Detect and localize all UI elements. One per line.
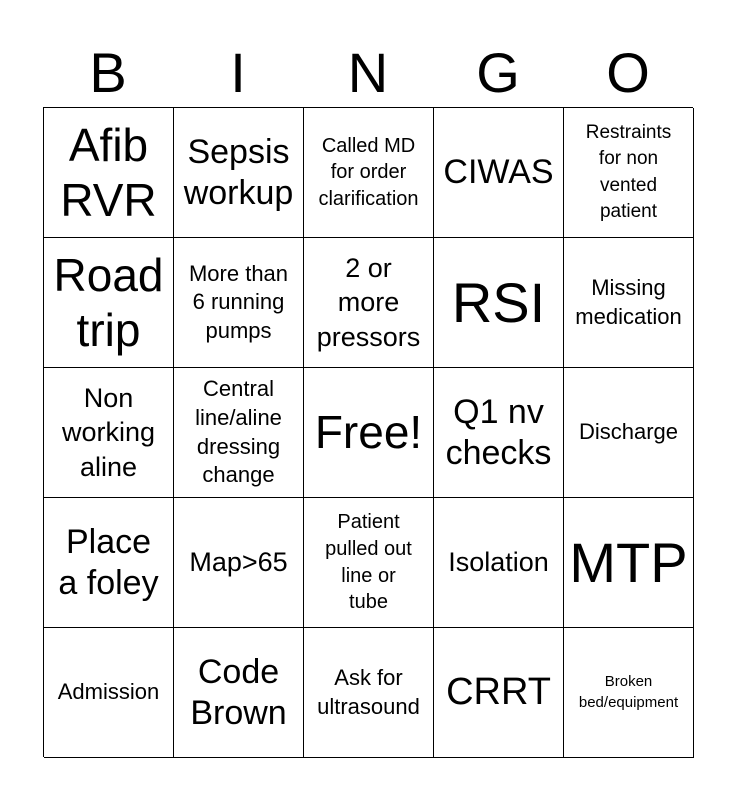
free-space[interactable]: Free! [304,368,434,498]
bingo-cell[interactable]: Central line/aline dressing change [174,368,304,498]
bingo-cell[interactable]: Discharge [564,368,694,498]
bingo-cell[interactable]: Map>65 [174,498,304,628]
bingo-cell[interactable]: Place a foley [44,498,174,628]
bingo-cell[interactable]: Q1 nv checks [434,368,564,498]
bingo-cell[interactable]: Isolation [434,498,564,628]
bingo-cell[interactable]: Code Brown [174,628,304,758]
header-letter-g: G [476,41,520,104]
bingo-cell[interactable]: Broken bed/equipment [564,628,694,758]
bingo-board [43,107,693,757]
bingo-cell[interactable]: CIWAS [434,108,564,238]
bingo-cell[interactable]: Non working aline [44,368,174,498]
bingo-cell[interactable]: Restraints for non vented patient [564,108,694,238]
bingo-cell[interactable]: Sepsis workup [174,108,304,238]
bingo-cell[interactable]: 2 or more pressors [304,238,434,368]
bingo-cell[interactable]: Patient pulled out line or tube [304,498,434,628]
bingo-cell[interactable]: Ask for ultrasound [304,628,434,758]
bingo-cell[interactable]: Missing medication [564,238,694,368]
header-letter-n: N [347,41,389,104]
bingo-cell[interactable]: Admission [44,628,174,758]
bingo-header [43,40,693,106]
bingo-cell[interactable]: Road trip [44,238,174,368]
bingo-cell[interactable]: Afib RVR [44,108,174,238]
bingo-cell[interactable]: Called MD for order clarification [304,108,434,238]
bingo-cell[interactable]: RSI [434,238,564,368]
header-letter-b: B [89,41,127,104]
bingo-cell[interactable]: More than 6 running pumps [174,238,304,368]
bingo-cell[interactable]: MTP [564,498,694,628]
bingo-cell[interactable]: CRRT [434,628,564,758]
header-letter-i: I [230,41,246,104]
header-letter-o: O [606,41,650,104]
